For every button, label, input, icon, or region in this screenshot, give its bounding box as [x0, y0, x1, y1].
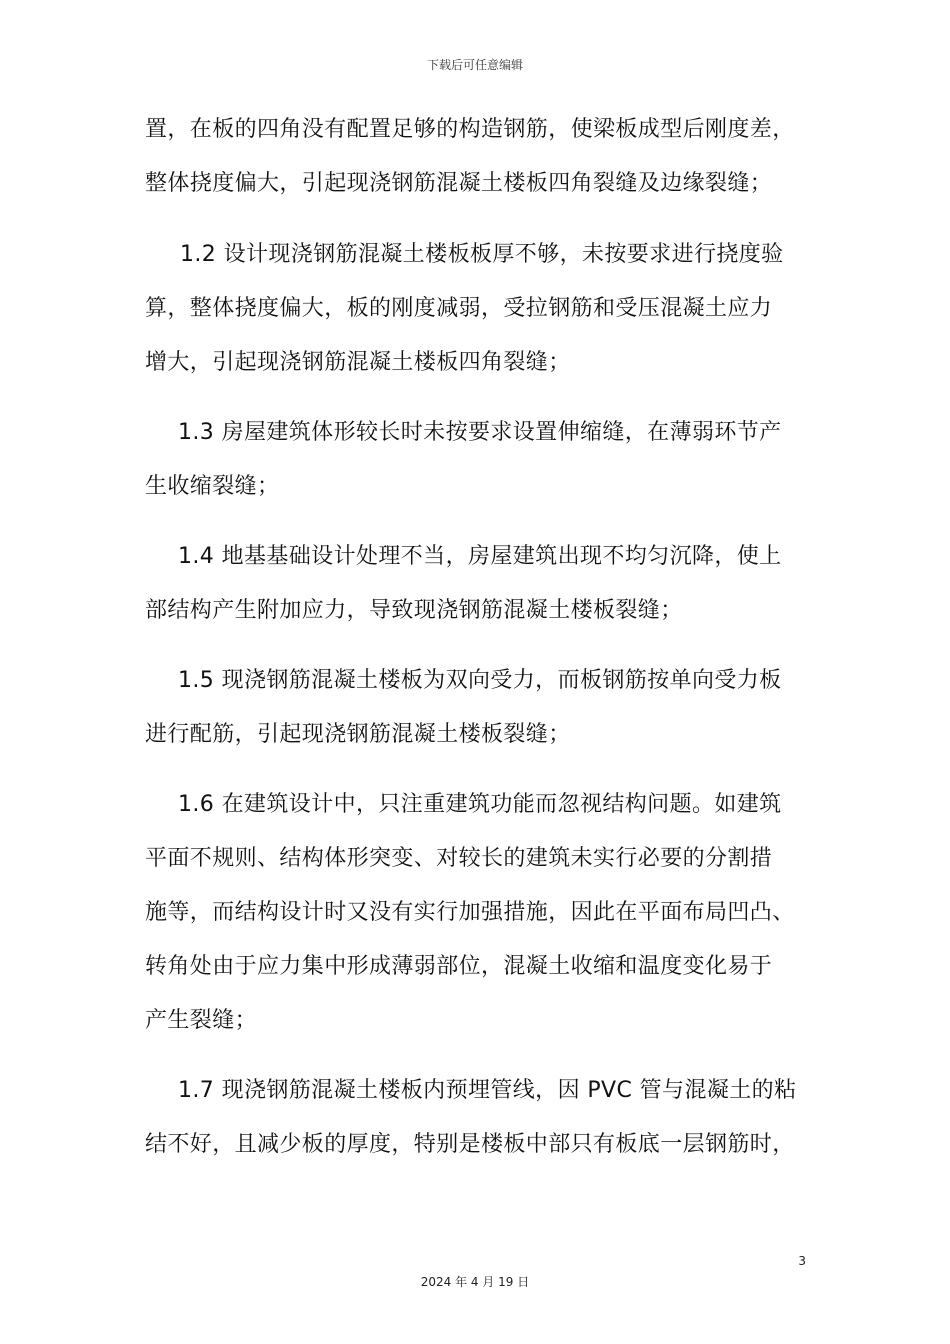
text-line: 增大，引起现浇钢筋混凝土楼板四角裂缝； — [145, 350, 571, 375]
paragraph-1-4: 1.4 地基基础设计处理不当，房屋建筑出现不均匀沉降，使上 — [178, 544, 782, 569]
text-line: 产生裂缝； — [145, 1008, 258, 1033]
text-line: 整体挠度偏大，引起现浇钢筋混凝土楼板四角裂缝及边缘裂缝； — [145, 171, 773, 196]
paragraph-1-5: 1.5 现浇钢筋混凝土楼板为双向受力，而板钢筋按单向受力板 — [178, 668, 782, 693]
text-line: 生收缩裂缝； — [145, 474, 280, 499]
paragraph-1-6: 1.6 在建筑设计中，只注重建筑功能而忽视结构问题。如建筑 — [178, 792, 782, 817]
page-header: 下载后可任意编辑 — [426, 58, 523, 72]
page-footer-date: 2024 年 4 月 19 日 — [420, 1275, 530, 1289]
text-line: 施等，而结构设计时又没有实行加强措施，因此在平面布局凹凸、 — [145, 900, 795, 925]
page-number: 3 — [798, 1254, 806, 1268]
text-line: 置，在板的四角没有配置足够的构造钢筋，使梁板成型后刚度差， — [145, 117, 795, 142]
paragraph-1-2: 1.2 设计现浇钢筋混凝土楼板板厚不够，未按要求进行挠度验 — [180, 242, 784, 267]
text-line: 算，整体挠度偏大，板的刚度减弱，受拉钢筋和受压混凝土应力 — [145, 296, 773, 321]
text-line: 进行配筋，引起现浇钢筋混凝土楼板裂缝； — [145, 722, 571, 747]
paragraph-1-3: 1.3 房屋建筑体形较长时未按要求设置伸缩缝，在薄弱环节产 — [178, 420, 782, 445]
text-line: 平面不规则、结构体形突变、对较长的建筑未实行必要的分割措 — [145, 846, 773, 871]
paragraph-1-7: 1.7 现浇钢筋混凝土楼板内预埋管线，因 PVC 管与混凝土的粘 — [178, 1078, 797, 1103]
text-line: 结不好，且减少板的厚度，特别是楼板中部只有板底一层钢筋时， — [145, 1132, 795, 1157]
text-line: 部结构产生附加应力，导致现浇钢筋混凝土楼板裂缝； — [145, 598, 683, 623]
text-line: 转角处由于应力集中形成薄弱部位，混凝土收缩和温度变化易于 — [145, 954, 773, 979]
